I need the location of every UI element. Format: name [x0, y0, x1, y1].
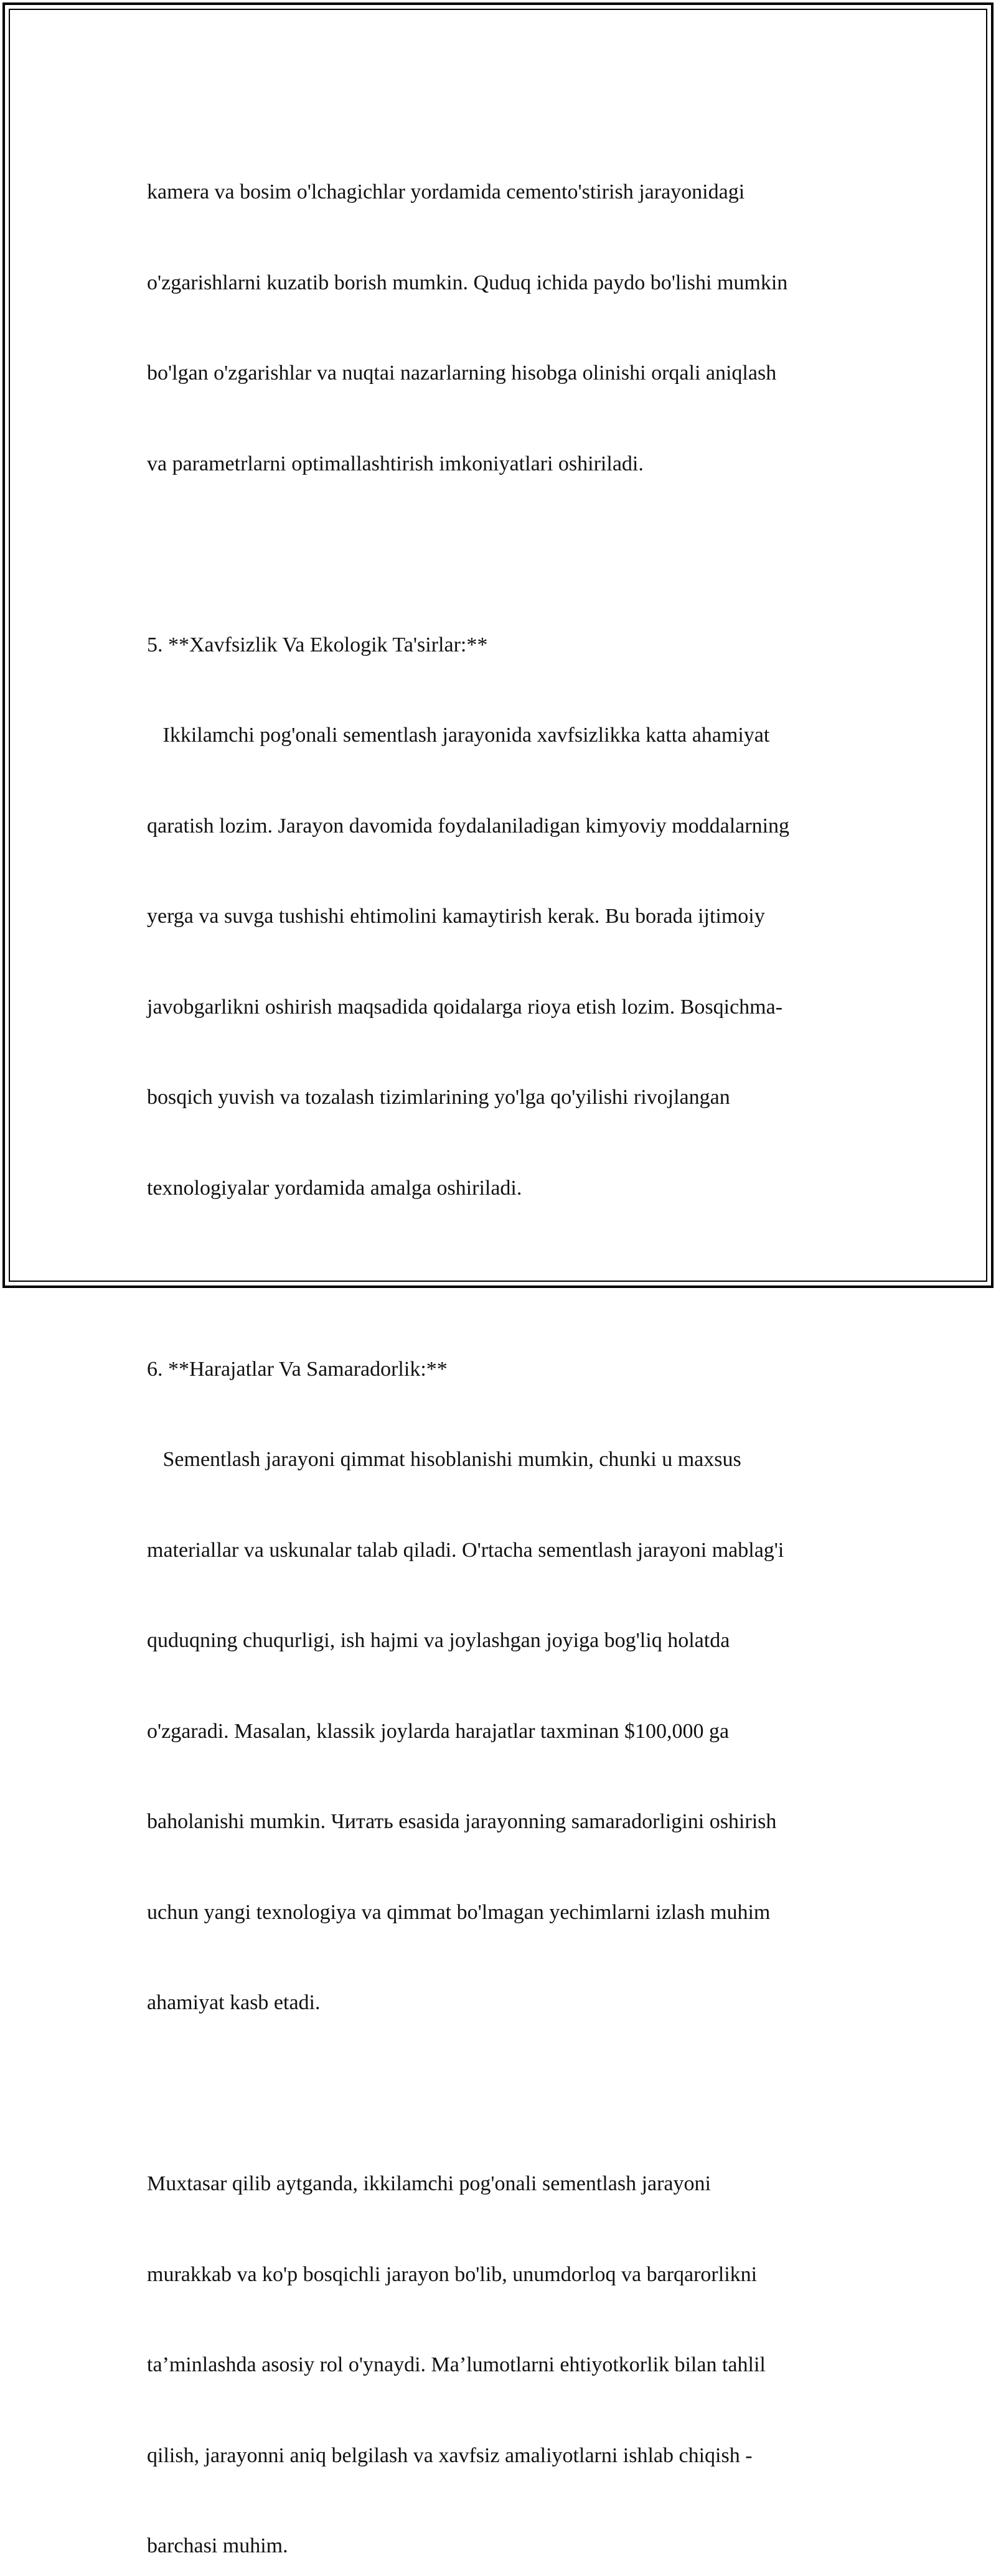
text-line: barchasi muhim.	[147, 2534, 288, 2557]
paragraph-monitoring	[147, 117, 863, 539]
section-costs-efficiency	[147, 1294, 863, 2079]
text-line: qilish, jarayonni aniq belgilash va xavfsiz amaliyotlarni ishlab chiqish -	[147, 2443, 753, 2467]
text-line: Sementlash jarayoni qimmat hisoblanishi mumkin, chunki u maxsus	[147, 1448, 741, 1471]
text-line: Ikkilamchi pog'onali sementlash jarayonida xavfsizlikka katta ahamiyat	[147, 724, 770, 747]
text-line: va parametrlarni optimallashtirish imkoniyatlari oshiriladi.	[147, 452, 644, 475]
text-line: baholanishi mumkin. Читать esasida jarayonning samaradorligini oshirish	[147, 1810, 777, 1833]
section-heading: 5. **Xavfsizlik Va Ekologik Ta'sirlar:**	[147, 633, 488, 656]
document-body	[147, 117, 863, 2576]
text-line: yerga va suvga tushishi ehtimolini kamaytirish kerak. Bu borada ijtimoiy	[147, 905, 765, 928]
text-line: materiallar va uskunalar talab qiladi. O'rtacha sementlash jarayoni mablag'i	[147, 1538, 784, 1562]
text-line: Muxtasar qilib aytganda, ikkilamchi pog'onali sementlash jarayoni	[147, 2172, 711, 2195]
text-line: bosqich yuvish va tozalash tizimlarining yo'lga qo'yilishi rivojlangan	[147, 1086, 730, 1109]
text-line: quduqning chuqurligi, ish hajmi va joylashgan joyiga bog'liq holatda	[147, 1629, 730, 1652]
text-line: bo'lgan o'zgarishlar va nuqtai nazarlarning hisobga olinishi orqali aniqlash	[147, 362, 777, 385]
text-line: murakkab va ko'p bosqichli jarayon bo'lib, unumdorloq va barqarorlikni	[147, 2262, 758, 2286]
text-line: uchun yangi texnologiya va qimmat bo'lmagan yechimlarni izlash muhim	[147, 1900, 771, 1924]
section-heading: 6. **Harajatlar Va Samaradorlik:**	[147, 1357, 448, 1381]
text-line: texnologiyalar yordamida amalga oshiriladi.	[147, 1176, 522, 1200]
paragraph-conclusion	[147, 2109, 863, 2576]
section-safety-ecology	[147, 570, 863, 1264]
text-line: javobgarlikni oshirish maqsadida qoidalarga rioya etish lozim. Bosqichma-	[147, 995, 783, 1019]
text-line: kamera va bosim o'lchagichlar yordamida cemento'stirish jarayonidagi	[147, 180, 745, 203]
text-line: ta’minlashda asosiy rol o'ynaydi. Ma’lumotlarni ehtiyotkorlik bilan tahlil	[147, 2353, 766, 2376]
text-line: ahamiyat kasb etadi.	[147, 1991, 321, 2014]
text-line: o'zgaradi. Masalan, klassik joylarda harajatlar taxminan $100,000 ga	[147, 1719, 730, 1743]
text-line: qaratish lozim. Jarayon davomida foydalaniladigan kimyoviy moddalarning	[147, 814, 790, 838]
text-line: o'zgarishlarni kuzatib borish mumkin. Quduq ichida paydo bo'lishi mumkin	[147, 271, 788, 294]
